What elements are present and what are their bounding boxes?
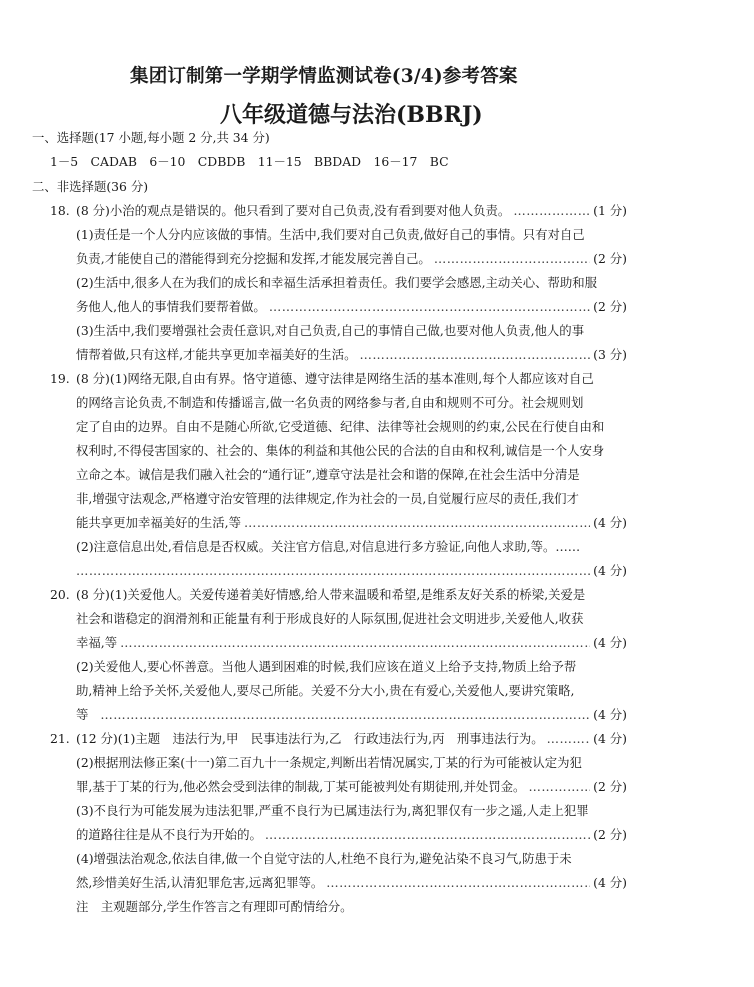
leader-dots: [513, 203, 590, 219]
score-label: (4 分): [593, 563, 627, 578]
page-title: 集团订制第一学期学情监测试卷(3/4)参考答案: [130, 66, 518, 87]
q20-line-1: (8 分)(1)关爱他人。关爱传递着美好情感,给人带来温暖和希望,是维系友好关系的桥梁,关爱是: [76, 587, 586, 602]
score-label: (4 分): [593, 635, 627, 650]
q18-line-4: (2)生活中,很多人在为我们的成长和幸福生活承担着责任。我们要学会感恩,主动关心、帮助和服: [76, 275, 598, 290]
q18-line-2: (1)责任是一个人分内应该做的事情。生活中,我们要对自己负责,做好自己的事情。只有对自己: [76, 227, 585, 242]
leader-dots: [265, 827, 590, 843]
leader-dots: [100, 707, 590, 723]
leader-dots: [244, 515, 590, 531]
question-number-18: 18.: [50, 203, 70, 218]
section2-heading: 二、非选择题(36 分): [32, 179, 149, 194]
q18-line-6: (3)生活中,我们要增强社会责任意识,对自己负责,自己的事情自己做,也要对他人负责,他人的事: [76, 323, 585, 338]
q21-line-7: 然,珍惜美好生活,认清犯罪危害,远离犯罪等。 …………………………………………………………………………………………………………………………………………………………… (4 分): [76, 875, 627, 891]
score-label: (2 分): [593, 779, 627, 794]
grading-note: 注 主观题部分,学生作答言之有理即可酌情给分。: [76, 899, 353, 914]
score-label: (4 分): [593, 707, 627, 722]
q18-line-5: 务他人,他人的事情我们要帮着做。 …………………………………………………………………………………………………………………………………………………………… (2 分): [76, 299, 627, 315]
score-label: (4 分): [593, 515, 627, 530]
question-number-21: 21.: [50, 731, 70, 746]
score-label: (1 分): [593, 203, 627, 218]
q20-line-5: 助,精神上给予关怀,关爱他人,要尽己所能。关爱不分大小,贵在有爱心,关爱他人,要讲究策略,: [76, 683, 575, 698]
q18-line-7: 情帮着做,只有这样,才能共享更加幸福美好的生活。 …………………………………………………………………………………………………………………………………………………………… (3 分): [76, 347, 627, 363]
score-label: (2 分): [593, 299, 627, 314]
q19-line-1: (8 分)(1)网络无限,自由有界。恪守道德、遵守法律是网络生活的基本准则,每个人都应该对自己: [76, 371, 594, 386]
leader-dots: [269, 299, 590, 315]
leader-dots: [326, 875, 590, 891]
score-label: (2 分): [593, 827, 627, 842]
q20-line-2: 社会和谐稳定的润滑剂和正能量有利于形成良好的人际氛围,促进社会文明进步,关爱他人,收获: [76, 611, 584, 626]
q20-line-4: (2)关爱他人,要心怀善意。当他人遇到困难的时候,我们应该在道义上给予支持,物质上给予帮: [76, 659, 577, 674]
q19-line-9: [76, 563, 627, 579]
q19-line-7: 能共享更加幸福美好的生活,等 …………………………………………………………………………………………………………………………………………………………… (4 分): [76, 515, 627, 531]
q18-line-3: 负责,才能使自己的潜能得到充分挖掘和发挥,才能发展完善自己。 …………………………………………………………………………………………………………………………………………………………… (2 分): [76, 251, 627, 267]
multiple-choice-answers: 1－5 CADAB 6－10 CDBDB 11－15 BBDAD 16－17 BC: [50, 154, 449, 169]
q21-line-2: (2)根据刑法修正案(十一)第二百九十一条规定,判断出若情况属实,丁某的行为可能被认定为犯: [76, 755, 582, 770]
question-number-20: 20.: [50, 587, 70, 602]
q20-line-3: 幸福,等 …………………………………………………………………………………………………………………………………………………………… (4 分): [76, 635, 627, 651]
q20-line-6: 等 …………………………………………………………………………………………………………………………………………………………… (4 分): [76, 707, 627, 723]
score-label: (4 分): [593, 731, 627, 746]
q21-line-4: (3)不良行为可能发展为违法犯罪,严重不良行为已属违法行为,离犯罪仅有一步之遥,人走上犯罪: [76, 803, 589, 818]
q19-line-4: 权利时,不得侵害国家的、社会的、集体的利益和其他公民的合法的自由和权利,诚信是一个人安身: [76, 443, 605, 458]
q19-line-6: 非,增强守法观念,严格遵守治安管理的法律规定,作为社会的一员,自觉履行应尽的责任,我们才: [76, 491, 579, 506]
leader-dots: [528, 779, 590, 795]
q18-line-1: (8 分)小治的观点是错误的。他只看到了要对自己负责,没有看到要对他人负责。 …………………………………………………………………………………………………………………………………………………………… (1 分): [76, 203, 627, 219]
score-label: (4 分): [593, 875, 627, 890]
q21-line-5: 的道路往往是从不良行为开始的。 …………………………………………………………………………………………………………………………………………………………… (2 分): [76, 827, 627, 843]
q19-line-5: 立命之本。诚信是我们融入社会的“通行证”,遵章守法是社会和谐的保障,在社会生活中分清是: [76, 467, 580, 482]
leader-dots: [547, 731, 590, 747]
q21-line-3: 罪,基于丁某的行为,他必然会受到法律的制裁,丁某可能被判处有期徒刑,并处罚金。 …………………………………………………………………………………………………………………………………………………………… (2 分): [76, 779, 627, 795]
score-label: (2 分): [593, 251, 627, 266]
question-number-19: 19.: [50, 371, 70, 386]
q21-line-6: (4)增强法治观念,依法自律,做一个自觉守法的人,杜绝不良行为,避免沾染不良习气,防患于未: [76, 851, 572, 866]
page-subtitle: 八年级道德与法治(BBRJ): [220, 102, 483, 128]
q19-line-8: (2)注意信息出处,看信息是否权威。关注官方信息,对信息进行多方验证,向他人求助,等。……: [76, 539, 581, 554]
leader-dots: [434, 251, 590, 267]
leader-dots: [120, 635, 590, 651]
q21-line-1: (12 分)(1)主题 违法行为,甲 民事违法行为,乙 行政违法行为,丙 刑事违法行为。 …………………………………………………………………………………………………………………………………………………………… (4 分): [76, 731, 627, 747]
q19-line-3: 定了自由的边界。自由不是随心所欲,它受道德、纪律、法律等社会规则的约束,公民在行使自由和: [76, 419, 605, 434]
leader-dots: [76, 563, 590, 579]
q19-line-2: 的网络言论负责,不制造和传播谣言,做一名负责的网络参与者,自由和规则不可分。社会规则划: [76, 395, 584, 410]
leader-dots: [359, 347, 590, 363]
score-label: (3 分): [593, 347, 627, 362]
section1-heading: 一、选择题(17 小题,每小题 2 分,共 34 分): [32, 130, 270, 145]
